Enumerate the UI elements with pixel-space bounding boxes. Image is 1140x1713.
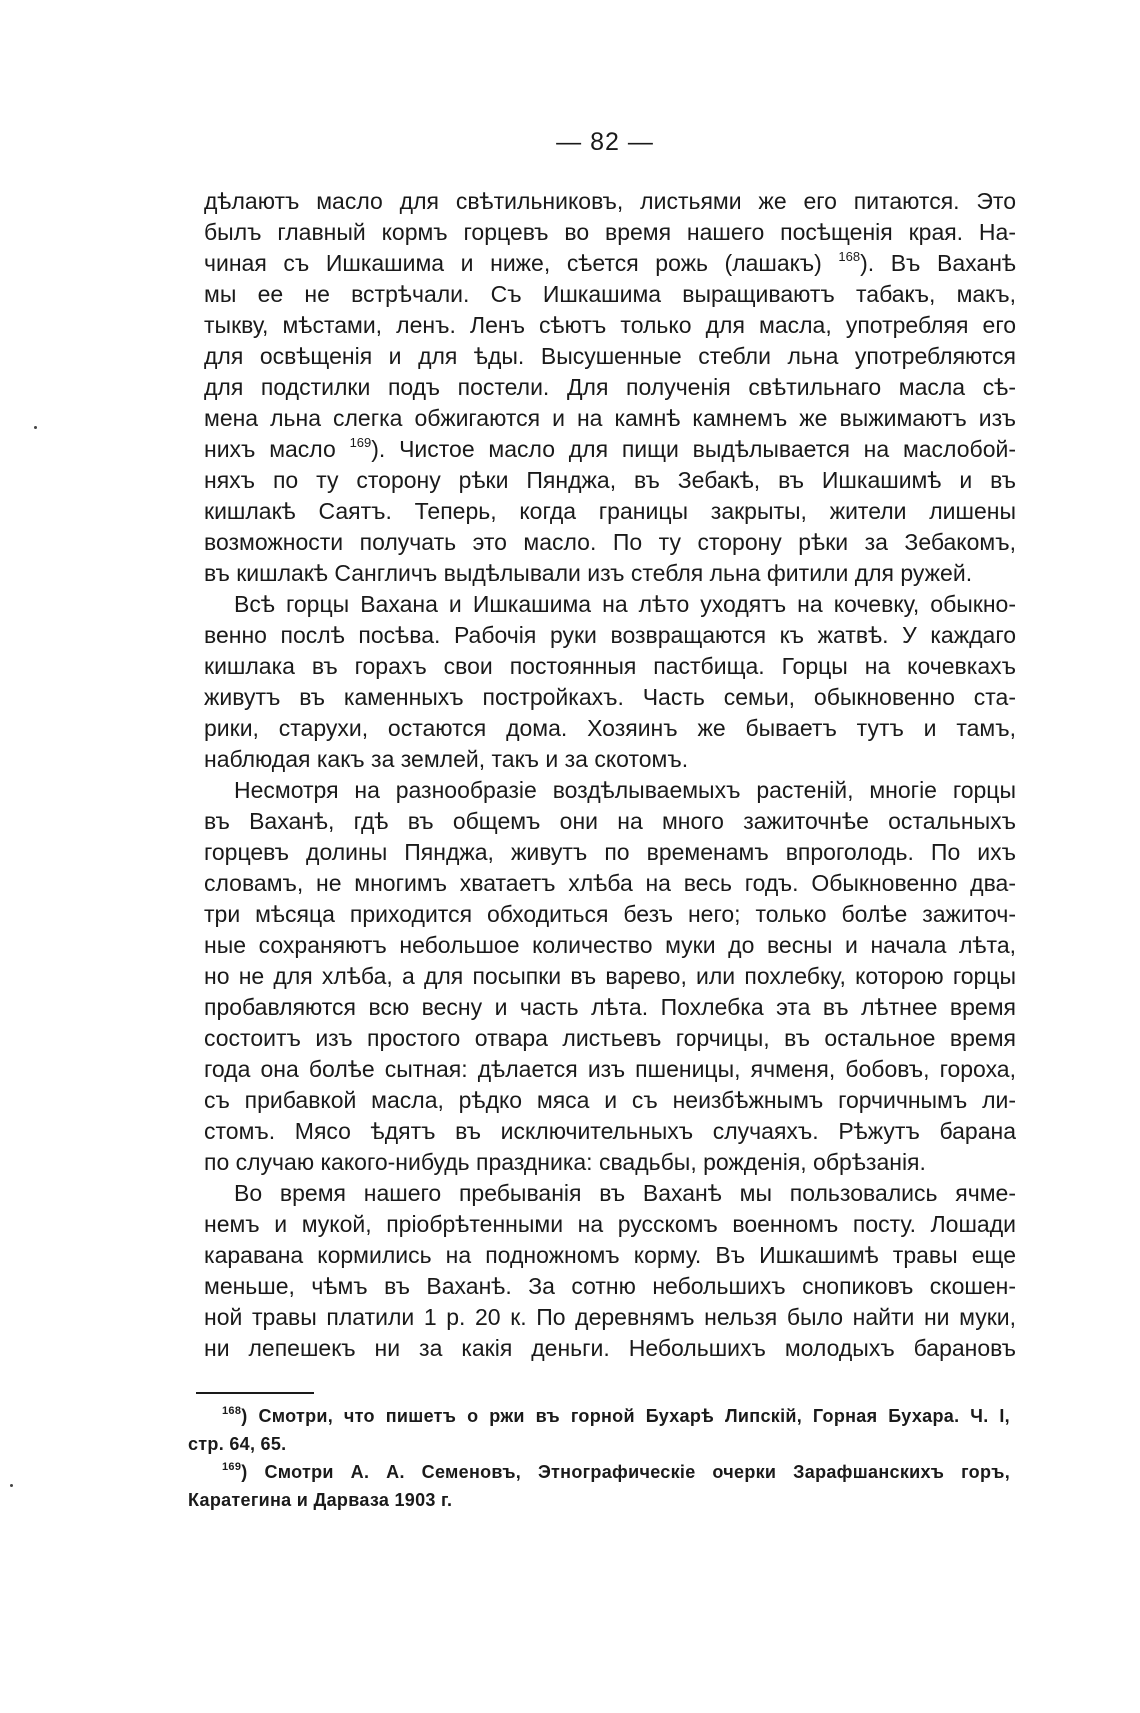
footnote-line xyxy=(188,1430,1010,1458)
footnote-marker: 168 xyxy=(222,1405,242,1417)
body-text: для подстилки подъ постели. Для полученія свѣтильнаго масла сѣ- xyxy=(204,374,1016,400)
body-text: нихъ масло xyxy=(204,436,350,462)
body-line xyxy=(204,465,1016,496)
body-text: венно послѣ посѣва. Рабочія руки возвращаются къ жатвѣ. У каждаго xyxy=(204,622,1016,648)
body-text: для освѣщенія и для ѣды. Высушенные стебли льна употребляются xyxy=(204,343,1016,369)
body-line xyxy=(204,496,1016,527)
body-line xyxy=(204,248,1016,279)
footnotes xyxy=(188,1402,1010,1514)
body-text: ной травы платили 1 р. 20 к. По деревнямъ нельзя было найти ни муки, xyxy=(204,1304,1016,1330)
body-text: пробавляются всю весну и часть лѣта. Похлебка эта въ лѣтнее время xyxy=(204,994,1016,1020)
body-line xyxy=(204,1333,1016,1364)
body-line xyxy=(204,403,1016,434)
body-text: по случаю какого-нибудь праздника: свадьбы, рожденія, обрѣзанія. xyxy=(204,1149,926,1175)
body-line xyxy=(204,837,1016,868)
body-text: кишлакѣ Саятъ. Теперь, когда границы закрыты, жители лишены xyxy=(204,498,1016,524)
body-line xyxy=(204,806,1016,837)
body-line xyxy=(204,713,1016,744)
body-line xyxy=(204,1271,1016,1302)
footnote-reference[interactable]: 169 xyxy=(349,435,372,450)
footnote-line xyxy=(188,1486,1010,1514)
body-text: меньше, чѣмъ въ Ваханѣ. За сотню небольшихъ снопиковъ скошен- xyxy=(204,1273,1016,1299)
footnote-text: ) Смотри А. А. Семеновъ, Этнографическіе очерки Зарафшанскихъ горъ, xyxy=(241,1462,1010,1482)
body-text: немъ и мукой, пріобрѣтенными на русскомъ военномъ посту. Лошади xyxy=(204,1211,1016,1237)
body-text: мена льна слегка обжигаются и на камнѣ камнемъ же выжимаютъ изъ xyxy=(204,405,1016,431)
body-line xyxy=(204,930,1016,961)
body-line xyxy=(204,186,1016,217)
body-text: Несмотря на разнообразіе воздѣлываемыхъ растеній, многіе горцы xyxy=(234,777,1016,803)
scan-speck xyxy=(10,1484,13,1487)
body-text: тыкву, мѣстами, ленъ. Ленъ сѣютъ только для масла, употребляя его xyxy=(204,312,1016,338)
body-line xyxy=(204,868,1016,899)
body-line xyxy=(204,1209,1016,1240)
body-text: состоитъ изъ простого отвара листьевъ горчицы, въ остальное время xyxy=(204,1025,1016,1051)
footnote-divider xyxy=(196,1392,314,1394)
body-text: но не для хлѣба, а для посыпки въ варево, или похлебку, которою горцы xyxy=(204,963,1016,989)
body-line xyxy=(204,217,1016,248)
body-text: горцевъ долины Пянджа, живутъ по временамъ впроголодь. По ихъ xyxy=(204,839,1016,865)
body-line xyxy=(204,1054,1016,1085)
body-line xyxy=(204,651,1016,682)
body-text: Всѣ горцы Вахана и Ишкашима на лѣто уходятъ на кочевку, обыкно- xyxy=(234,591,1016,617)
footnote-reference[interactable]: 168 xyxy=(838,249,861,264)
footnote-text: стр. 64, 65. xyxy=(188,1434,287,1454)
body-line xyxy=(204,1302,1016,1333)
body-text xyxy=(204,186,1016,1364)
body-line xyxy=(204,558,1016,589)
footnote-text: Каратегина и Дарваза 1903 г. xyxy=(188,1490,453,1510)
body-line xyxy=(204,1023,1016,1054)
body-line xyxy=(204,1178,1016,1209)
body-line xyxy=(204,1147,1016,1178)
body-text: живутъ въ каменныхъ постройкахъ. Часть семьи, обыкновенно ста- xyxy=(204,684,1016,710)
body-line xyxy=(204,310,1016,341)
body-text: съ прибавкой масла, рѣдко мяса и съ неизбѣжнымъ горчичнымъ ли- xyxy=(204,1087,1016,1113)
body-text: чиная съ Ишкашима и ниже, сѣется рожь (лашакъ) xyxy=(204,250,839,276)
body-line xyxy=(204,372,1016,403)
body-line xyxy=(204,434,1016,465)
body-line xyxy=(204,620,1016,651)
body-line xyxy=(204,1085,1016,1116)
footnote-line xyxy=(188,1458,1010,1486)
body-line xyxy=(204,744,1016,775)
body-text: рики, старухи, остаются дома. Хозяинъ же бываетъ тутъ и тамъ, xyxy=(204,715,1016,741)
body-text: былъ главный кормъ горцевъ во время нашего посѣщенія края. На- xyxy=(204,219,1016,245)
body-line xyxy=(204,1116,1016,1147)
body-text: мы ее не встрѣчали. Съ Ишкашима выращиваютъ табакъ, макъ, xyxy=(204,281,1016,307)
body-line xyxy=(204,961,1016,992)
body-text: дѣлаютъ масло для свѣтильниковъ, листьями же его питаются. Это xyxy=(204,188,1016,214)
body-line xyxy=(204,527,1016,558)
body-text: въ кишлакѣ Сангличъ выдѣлывали изъ стебля льна фитили для ружей. xyxy=(204,560,973,586)
body-text: словамъ, не многимъ хватаетъ хлѣба на весь годъ. Обыкновенно два- xyxy=(204,870,1016,896)
body-text: няхъ по ту сторону рѣки Пянджа, въ Зебакѣ, въ Ишкашимѣ и въ xyxy=(204,467,1016,493)
body-line xyxy=(204,992,1016,1023)
body-line xyxy=(204,775,1016,806)
body-text: каравана кормились на подножномъ корму. Въ Ишкашимѣ травы еще xyxy=(204,1242,1016,1268)
body-text: стомъ. Мясо ѣдятъ въ исключительныхъ случаяхъ. Рѣжутъ барана xyxy=(204,1118,1016,1144)
body-text: наблюдая какъ за землей, такъ и за скотомъ. xyxy=(204,746,689,772)
body-line xyxy=(204,341,1016,372)
body-line xyxy=(204,682,1016,713)
body-text: въ Ваханѣ, гдѣ въ общемъ они на много зажиточнѣе остальныхъ xyxy=(204,808,1016,834)
body-text: ни лепешекъ ни за какія деньги. Небольшихъ молодыхъ барановъ xyxy=(204,1335,1016,1361)
body-text: ). Чистое масло для пищи выдѣлывается на маслобой- xyxy=(371,436,1016,462)
body-text: ). Въ Ваханѣ xyxy=(860,250,1016,276)
page-number: — 82 — xyxy=(556,128,654,156)
body-text: возможности получать это масло. По ту сторону рѣки за Зебакомъ, xyxy=(204,529,1016,555)
body-text: ные сохраняютъ небольшое количество муки до весны и начала лѣта, xyxy=(204,932,1016,958)
body-text: кишлака въ горахъ свои постоянныя пастбища. Горцы на кочевкахъ xyxy=(204,653,1016,679)
body-line xyxy=(204,279,1016,310)
scan-speck xyxy=(34,426,37,429)
footnote-line xyxy=(188,1402,1010,1430)
body-line xyxy=(204,899,1016,930)
body-text: три мѣсяца приходится обходиться безъ него; только болѣе зажиточ- xyxy=(204,901,1016,927)
body-line xyxy=(204,589,1016,620)
footnote-marker: 169 xyxy=(222,1461,242,1473)
body-line xyxy=(204,1240,1016,1271)
footnote-text: ) Смотри, что пишетъ о ржи въ горной Бухарѣ Липскій, Горная Бухара. Ч. I, xyxy=(241,1406,1010,1426)
body-text: Во время нашего пребыванія въ Ваханѣ мы пользовались ячме- xyxy=(234,1180,1016,1206)
body-text: года она болѣе сытная: дѣлается изъ пшеницы, ячменя, бобовъ, гороха, xyxy=(204,1056,1016,1082)
